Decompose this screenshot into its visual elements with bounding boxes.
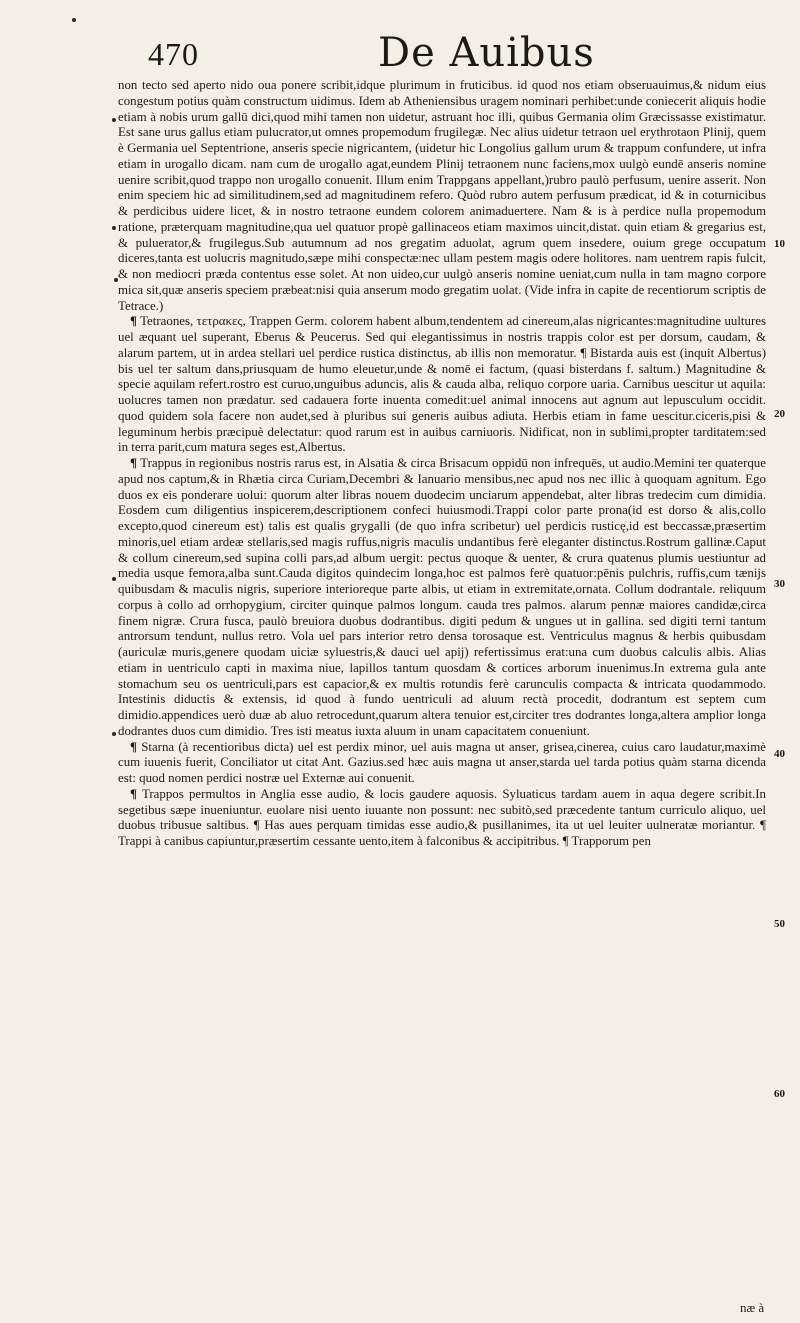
margin-line-number: 30 (774, 578, 785, 590)
paragraph-tetraones (118, 314, 766, 456)
paragraph-starna-text: Starna (à recentioribus dicta) uel est perdix minor, uel auis magna ut anser, grisea,cinerea, cuius caro laudatur,maximè cum iuuenis fuerit, Conciliator ut citat Ant. Gazius.sed hæc auis magna ut anser,starda uel tarda potius quàm starna dicenda est: quod nomen perdici nostræ uel Externæ aui conuenit. (118, 739, 766, 785)
margin-line-number: 50 (774, 918, 785, 930)
paragraph-anglia (118, 787, 766, 850)
margin-dot (114, 278, 118, 282)
running-title: De Auibus (378, 30, 595, 76)
margin-dot (72, 18, 76, 22)
margin-dot (112, 732, 116, 736)
margin-dot (112, 577, 116, 581)
margin-dot (112, 118, 116, 122)
margin-line-number: 10 (774, 238, 785, 250)
page-header (140, 30, 740, 80)
body-text (118, 78, 766, 850)
catchword: næ à (740, 1300, 765, 1315)
pilcrow-mark: ¶ (130, 314, 137, 329)
pilcrow-mark: ¶ (130, 786, 137, 801)
paragraph-tetraones-text: Tetraones, τετρακες, Trappen Germ. colorem habent album,tendentem ad cinereum,alas nigricantes:magnitudine uultures uel æquant uel superant, Eberus & Peucerus. Sed qui elegantissimus in nostris trappis color est per dorsum, caudam, & alarum partem, ut in ardea stellari uel perdice rustica distinctus, ab illis non memoratur. ¶ Bistarda auis est (inquit Albertus) bis uel ter saltum dans,priusquam de humo eleuetur,unde & nomē ei factum, (quasi bisterdans f. saltum.) Magnitudine & specie aquilam refert.rostro est curuo,unguibus aduncis, alis & cauda alba, reliquo corpore uaria. Carnibus uescitur ut aquila: uolucres tamen non prædatur. sed cadauera forte inuenta comedit:uel animal innocens aut agnum aut lepusculum occidit. quod quidem sola facere non audet,sed à pluribus sui generis auibus adiuta. Herbis etiam in fame uescitur.ciceris,pisi & leguminum herbis præcipuè delectatur: quod rarum est in auibus carniuoris. Nidificat, non in sublimi,propter tarditatem:sed in terra parit,cum matura seges est,Albertus. (118, 314, 766, 455)
margin-line-number: 60 (774, 1088, 785, 1100)
paragraph-starna (118, 740, 766, 787)
paragraph-tetraon: non tecto sed aperto nido oua ponere scribit,idque plurimum in fruticibus. id quod nos etiam obseruauimus,& nidum eius congestum potius quàm constructum uidimus. Idem ab Atheniensibus uragem nominari perhibet:unde coniecerit aliquis hodie etiam à nobis urum gallū dici,quod mihi tamen non uidetur, astruant hoc illi, quibus Germania olim Græcissasse existimatur. Est sane urus gallus etiam pulucrator,ut omnes propemodum frugilegæ. Nec alius uidetur tetraon uel erythrotaon Plinij, quem è Germania uel Septentrione, anseris specie nigricantem, (uidetur hic Longolius gallum urum & trappum confundere, ut infra etiam in urogallo dicam. nam cum de urogallo agat,eundem Plinij tetraonem nunc faciens,mox uulgò eundē anseris nomine uenire scribit,quod trappo non urogallo conuenit. Illum enim Trappgans appellant,)rubro paulò perfusum, uenire asserit. Non enim speciem hic ad similitudinem,sed ad magnitudinem refero. Quòd rubro autem perfusum prædicat, id & in coturnicibus & perdicibus uidere licet, & in nostro tetraone eundem colorem animaduertere. Nam & is à perdice nulla propemodum ratione, præterquam magnitudine,qua uel quatuor propè gallinaceos etiam maximos uincit,distat. quin etiam & gregarius est, & puluerator,& frugilegus.Sub autumnum ad nos gregatim aduolat, agrum quem insedere, ouium grege occupatum diceres,tanta est uolucris magnitudo,sæpe mihi conspectæ:nec ullam pestem magis odere holitores. nam uentrem rapis fulcit, & non mediocri præda contentus esse solet. At non uideo,cur uulgò anseris nomine ueniat,cum nulla in tam magno corpore mica sit,quæ anseris speciem præbeat:nisi quia anserum modo gregatim uolat. (Vide infra in capite de recentiorum scriptis de Tetrace.) (118, 78, 766, 313)
margin-dot (112, 226, 116, 230)
pilcrow-mark: ¶ (130, 456, 137, 470)
paragraph-anglia-text: Trappos permultos in Anglia esse audio, & locis gaudere aquosis. Syluaticus tardam auem in aqua degere scribit.In segetibus sæpe inueniuntur. euolare nisi uento iuuante non possunt: nec subitò,sed præcedente tantum curriculo aliquo, uel duobus tribusue saltibus. ¶ Has aues perquam timidas esse audio,& pusillanimes, ita ut uel leuiter uulneratæ moriantur. ¶ Trappi à canibus capiuntur,præsertim cessante uento,item à falconibus & accipitribus. ¶ Trapporum pen (118, 786, 766, 848)
paragraph-trappus-text: Trappus in regionibus nostris rarus est, in Alsatia & circa Brisacum oppidū non infrequēs, ut audio.Memini ter quaterque apud nos captum,& in Rhætia circa Curiam,Decembri & Ianuario mensibus,nec apud nos nec illic à quoquam agnitum. Ego duos ex eis ponderare uolui: quorum alter libras nouem duodecim unciarum appendebat, alter libras tredecim cum dimidia. Eosdem cum diligentius inspicerem,descriptionem confeci huiusmodi.Trappi color parte prona(id est dorso & alis,collo excepto,quod cinereum est) talis est qualis grygalli (de quo infra scribetur) uel perdicis rusticę,id est beccassæ,præsertim minoris,uel etiam ardeæ stellaris,sed magis ruffus,nigris maculis undantibus ferè eleganter distinctus.Rostrum gallinæ.Caput & collum cinereum,sed supina colli pars,ad album uergit: pectus quoque & uenter, & crura quatenus plumis uestiuntur ad media usque femora,alba sunt.Cauda digitos quindecim longa,hoc est palmos ferè quatuor:pēnis pulchris, ruffis,cum tænijs quibusdam & maculis nigris, superiore interioreque parte albis, ut etiam in extremitate,ornata. Collum dodrantale. reliquum corpus à collo ad orrhopygium, circiter quinque palmos longum. cauda tres palmos. alarum pennæ maiores candidæ,circa finem nigræ. Crura fusca, paulò breuiora duobus dodrantibus. digiti pedum & ungues ut in gallina. sed digiti terni tantum antrorsum tendunt, nullus retro. Vola uel pars interior retro densa torosaque est. Ventriculus magnus & herbis quibusdam (auriculæ muris,genere quodam uiciæ syluestris,& dauci uel apij) refertissimus erat:una cum duobus calculis albis. Alias etiam in uentriculo capti in maxima niue, lapillos tantum quosdam & cortices arborum inuenimus.In extrema gula ante stomachum seu os uentriculi,pars est capacior,& ex multis rotundis ferè carunculis compacta & intricata quodammodo. Intestinis diductis & extensis, id quod à fundo uentriculi ad aluum rectà procedit, dodrantum est septem cum dimidio.appendices uerò duæ ab aluo retrocedunt,quarum altera tenuior est,circiter tres dodrantes longa,altera amplior longa dodrantes duos cum dimidio. Tres isti meatus iuxta aluum in unam capacitatem conueniunt. (118, 456, 766, 738)
pilcrow-mark: ¶ (130, 739, 137, 754)
page-number: 470 (148, 36, 199, 72)
margin-line-number: 20 (774, 408, 785, 420)
paragraph-trappus (118, 456, 766, 740)
margin-line-number: 40 (774, 748, 785, 760)
